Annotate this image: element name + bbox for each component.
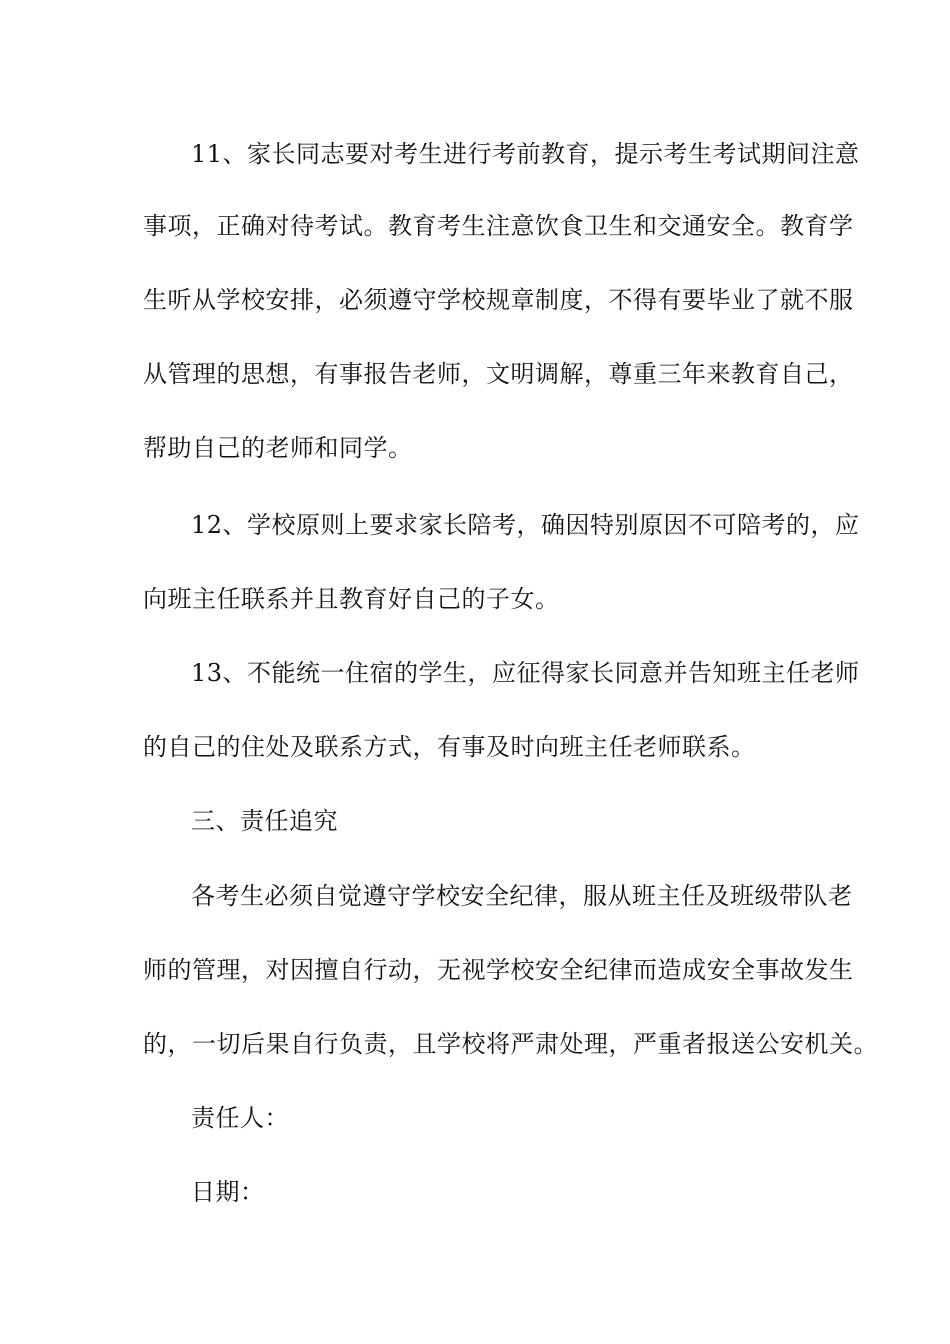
liability-line-1: 各考生必须自觉遵守学校安全纪律，服从班主任及班级带队老 (191, 882, 853, 910)
liability-line-2: 师的管理，对因擅自行动，无视学校安全纪律而造成安全事故发生 (143, 956, 854, 984)
item-12-line-1: 12、学校原则上要求家长陪考，确因特别原因不可陪考的，应 (191, 511, 860, 539)
item-11-line-1: 11、家长同志要对考生进行考前教育，提示考生考试期间注意 (191, 140, 860, 168)
item-11-line-2: 事项，正确对待考试。教育考生注意饮食卫生和交通安全。教育学 (143, 212, 854, 240)
item-11-line-5: 帮助自己的老师和同学。 (143, 434, 413, 462)
item-11-line-3: 生听从学校安排，必须遵守学校规章制度，不得有要毕业了就不服 (143, 286, 854, 314)
responsible-person-label: 责任人： (191, 1104, 289, 1132)
item-13-line-2: 的自己的住处及联系方式，有事及时向班主任老师联系。 (143, 733, 756, 761)
item-12-line-2: 向班主任联系并且教育好自己的子女。 (143, 585, 560, 613)
date-label: 日期： (191, 1178, 265, 1206)
liability-line-3: 的，一切后果自行负责，且学校将严肃处理，严重者报送公安机关。 (143, 1030, 878, 1058)
item-13-line-1: 13、不能统一住宿的学生，应征得家长同意并告知班主任老师 (191, 659, 860, 687)
item-11-line-4: 从管理的思想，有事报告老师，文明调解，尊重三年来教育自己， (143, 360, 854, 388)
section-heading: 三、责任追究 (191, 807, 338, 835)
